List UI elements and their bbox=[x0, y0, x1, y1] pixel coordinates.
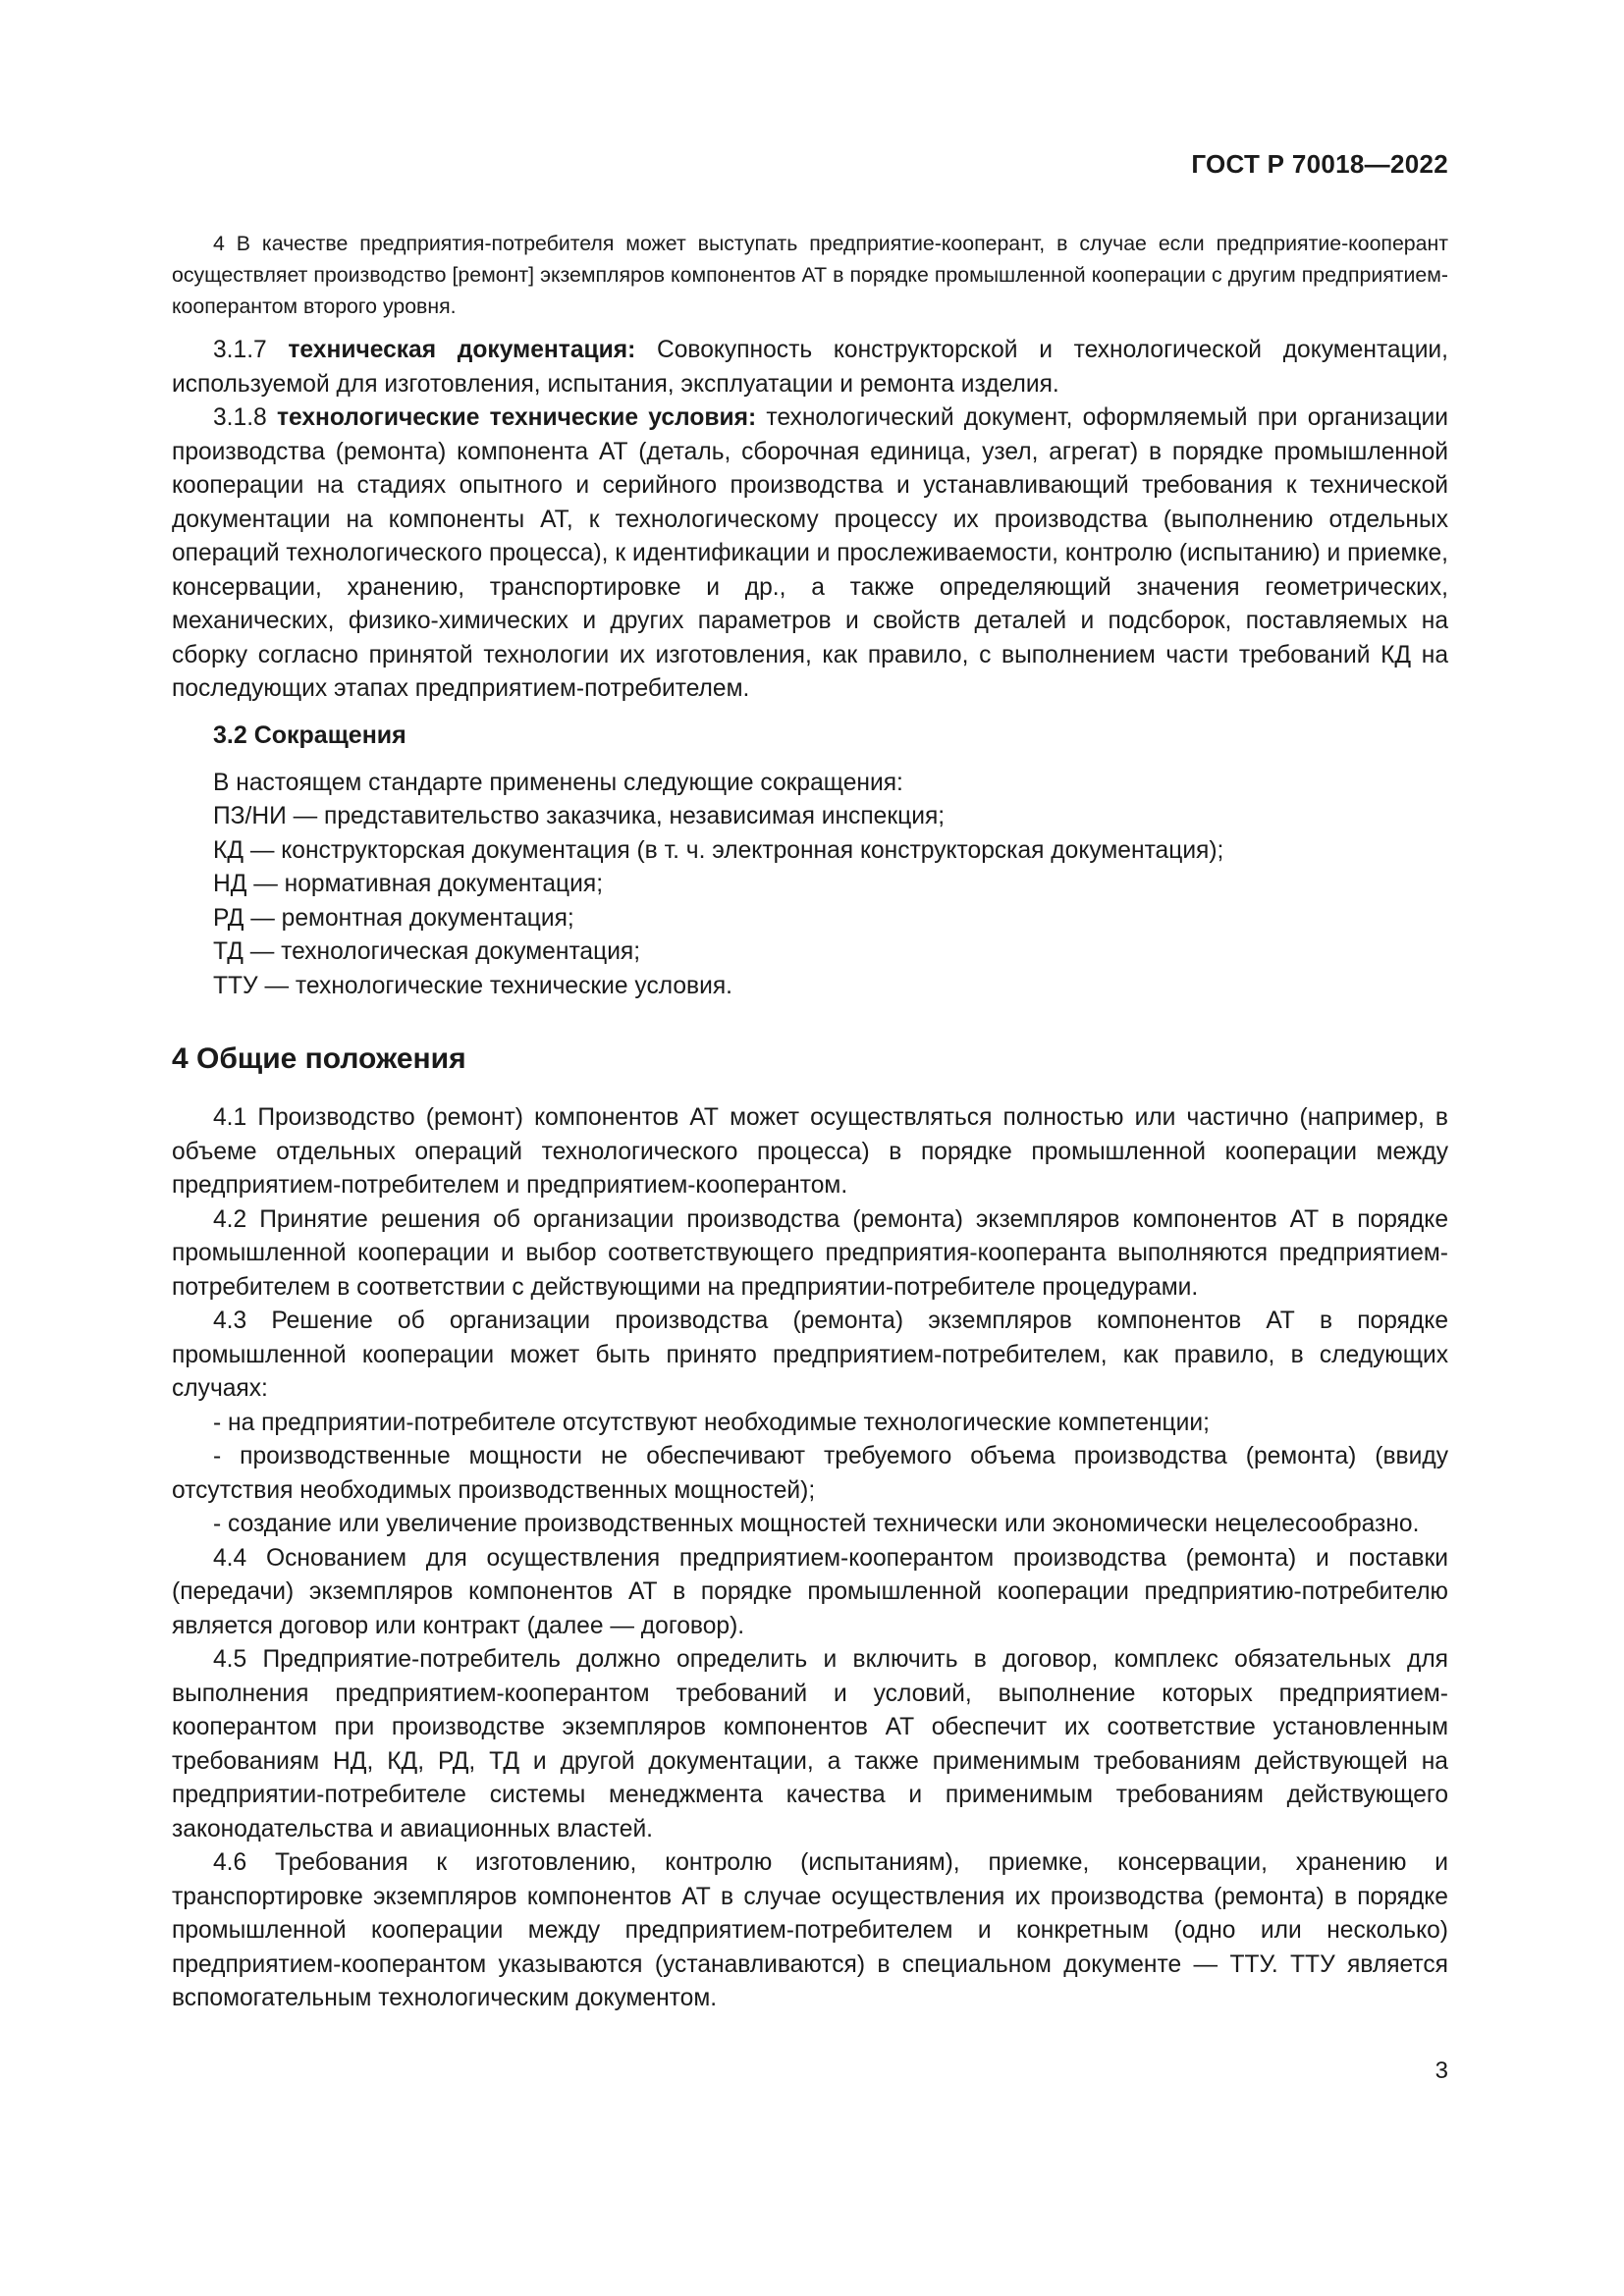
definition-3-1-8 bbox=[172, 401, 1448, 707]
paragraph-4-6: 4.6 Требования к изготовлению, контролю (испытаниям), приемке, консервации, хранению и транспортировке экземпляров компонентов АТ в случае осуществления их производства (ремонта) в порядке промышленной кооперации между предприятием-потребителем и конкретным (одно или несколько) предприятием-кооперантом указываются (устанавливаются) в специальном документе — ТТУ. ТТУ является вспомогательным технологическим документом. bbox=[172, 1849, 1448, 2011]
section-3-2 bbox=[172, 719, 1448, 1003]
definition-3-1-7 bbox=[172, 334, 1448, 401]
document-page bbox=[172, 0, 1448, 2296]
definitions-block bbox=[172, 334, 1448, 707]
list-item: - производственные мощности не обеспечивают требуемого объема производства (ремонта) (ввиду отсутствия необходимых производственных мощностей); bbox=[172, 1443, 1448, 1504]
list-item: - на предприятии-потребителе отсутствуют необходимые технологические компетенции; bbox=[213, 1409, 1210, 1436]
list-item: РД — ремонтная документация; bbox=[213, 904, 574, 932]
definition-text: технологический документ, оформляемый при организации производства (ремонта) компонента АТ (деталь, сборочная единица, узел, агрегат) в порядке промышленной кооперации на стадиях опытного и серийного производства и устанавливающий требования к технической документации на компоненты АТ, к технологическому процессу их производства (выполнению отдельных операций технологического процесса), к идентификации и прослеживаемости, контролю (испытанию) и приемке, консервации, хранению, транспортировке и др., а также определяющий значения геометрических, механических, физико-химических и других параметров и свойств деталей и подсборок, поставляемых на сборку согласно принятой технологии их изготовления, как правило, с выполнением части требований КД на последующих этапах предприятием-потребителем. bbox=[172, 404, 1448, 702]
document-code: ГОСТ Р 70018—2022 bbox=[1191, 149, 1448, 179]
section-3-2-heading: 3.2 Сокращения bbox=[213, 721, 406, 749]
list-item: - создание или увеличение производственных мощностей технически или экономически нецелесообразно. bbox=[213, 1511, 1420, 1537]
list-item: ПЗ/НИ — представительство заказчика, независимая инспекция; bbox=[213, 803, 946, 829]
abbreviations-intro: В настоящем стандарте применены следующие сокращения: bbox=[213, 769, 903, 796]
paragraph-4-1: 4.1 Производство (ремонт) компонентов АТ может осуществляться полностью или частично (например, в объеме отдельных операций технологического процесса) в порядке промышленной кооперации между предприятием-потребителем и предприятием-кооперантом. bbox=[172, 1104, 1448, 1199]
paragraph-4-4: 4.4 Основанием для осуществления предприятием-кооперантом производства (ремонта) и поставки (передачи) экземпляров компонентов АТ в порядке промышленной кооперации предприятию-потребителю является договор или контракт (далее — договор). bbox=[172, 1544, 1448, 1639]
list-item: ТД — технологическая документация; bbox=[213, 938, 641, 965]
definition-term: техническая документация: bbox=[288, 337, 636, 363]
paragraph-4-5: 4.5 Предприятие-потребитель должно определить и включить в договор, комплекс обязательных для выполнения предприятием-кооперантом требований и условий, выполнение которых предприятием-кооперантом при производстве экземпляров компонентов АТ обеспечит их соответствие установленным требованиям НД, КД, РД, ТД и другой документации, а также применимым требованиям действующей на предприятии-потребителе системы менеджмента качества и применимым требованиям действующего законодательства и авиационных властей. bbox=[172, 1646, 1448, 1842]
definition-text: Совокупность конструкторской и технологической документации, используемой для изготовления, испытания, эксплуатации и ремонта изделия. bbox=[172, 337, 1449, 398]
list-item: ТТУ — технологические технические условия. bbox=[213, 972, 732, 999]
definition-number: 3.1.8 bbox=[213, 404, 267, 431]
page-number: 3 bbox=[1435, 2057, 1448, 2084]
paragraph-4-2: 4.2 Принятие решения об организации производства (ремонта) экземпляров компонентов АТ в порядке промышленной кооперации и выбор соответствующего предприятия-кооперанта выполняются предприятием-потребителем в соответствии с действующими на предприятии-потребителе процедурами. bbox=[172, 1205, 1448, 1301]
list-item: НД — нормативная документация; bbox=[213, 871, 604, 897]
definition-term: технологические технические условия: bbox=[276, 404, 757, 431]
section-4-body bbox=[172, 1101, 1448, 2016]
note-4: 4 В качестве предприятия-потребителя может выступать предприятие-кооперант, в случае если предприятие-кооперант осуществляет производство [ремонт] экземпляров компонентов АТ в порядке промышленной кооперации с другим предприятием-кооперантом второго уровня. bbox=[172, 232, 1448, 318]
list-item: КД — конструкторская документация (в т. ч. электронная конструкторская документация); bbox=[213, 836, 1224, 864]
paragraph-4-3: 4.3 Решение об организации производства (ремонта) экземпляров компонентов АТ в порядке промышленной кооперации может быть принято предприятием-потребителем, как правило, в следующих случаях: bbox=[172, 1308, 1448, 1402]
abbreviations-list bbox=[213, 767, 1448, 1004]
section-4-heading: 4 Общие положения bbox=[172, 1042, 466, 1075]
definition-number: 3.1.7 bbox=[213, 337, 267, 363]
